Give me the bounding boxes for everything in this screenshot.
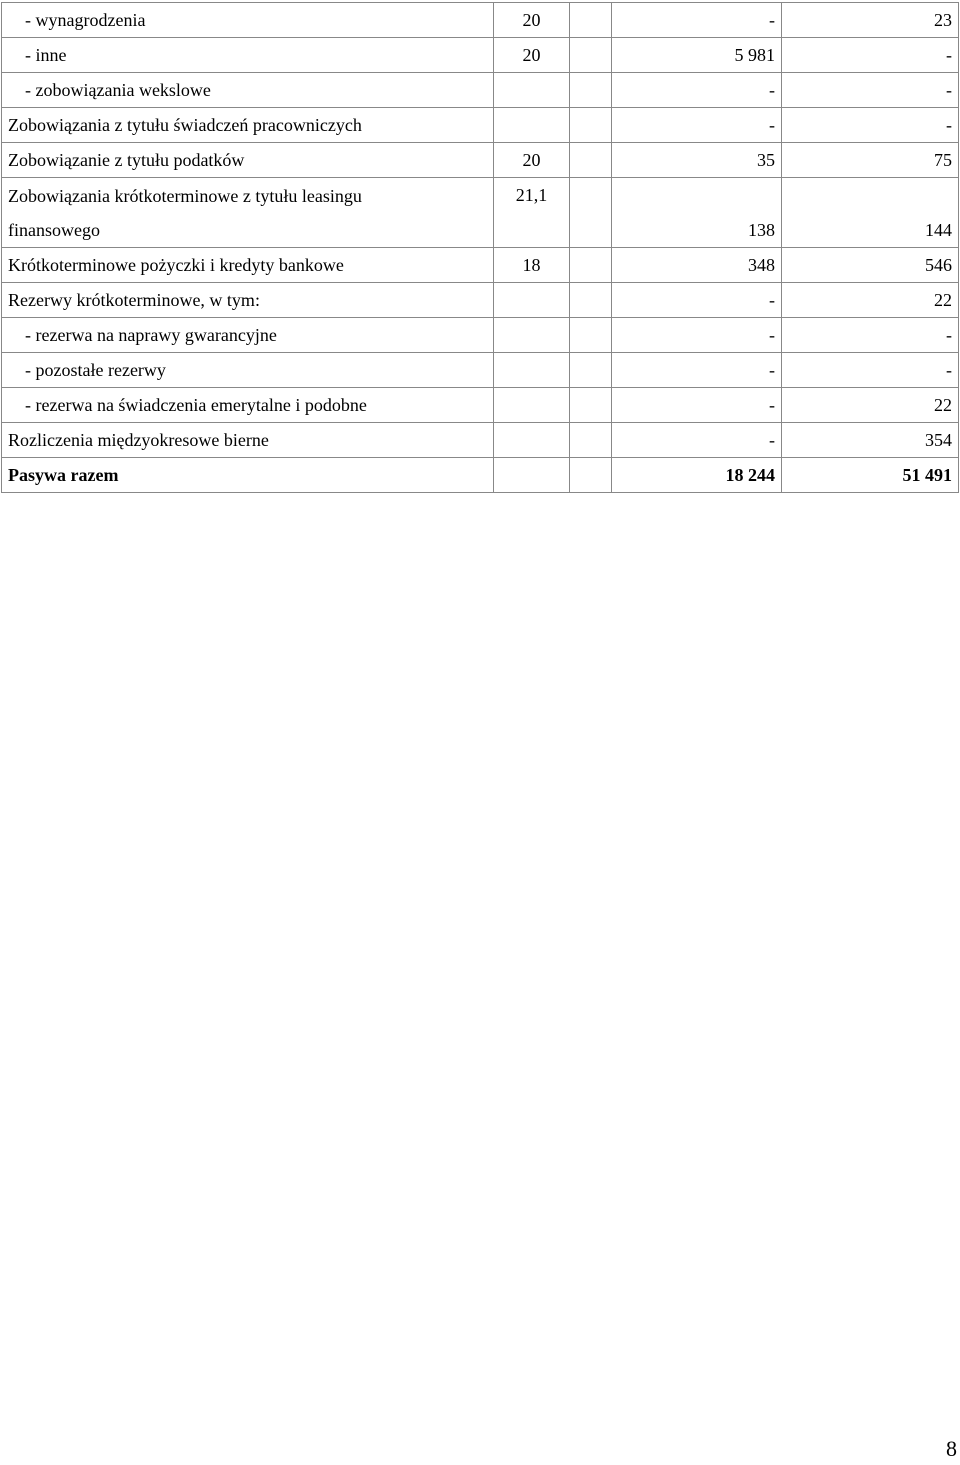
- spacer-cell: [570, 143, 612, 178]
- value-cell-1: 348: [612, 248, 782, 283]
- row-label: - rezerwa na naprawy gwarancyjne: [2, 318, 494, 353]
- spacer-cell: [570, 458, 612, 493]
- spacer-cell: [570, 108, 612, 143]
- value-cell-2: -: [782, 353, 959, 388]
- note-cell: 20: [494, 38, 570, 73]
- value-cell-1: -: [612, 353, 782, 388]
- note-cell: [494, 283, 570, 318]
- value-cell-2: -: [782, 318, 959, 353]
- table-row: [2, 178, 959, 248]
- row-label-line-2: finansowego: [8, 219, 100, 240]
- note-cell: 20: [494, 143, 570, 178]
- spacer-cell: [570, 318, 612, 353]
- value-cell-1: 138: [612, 178, 782, 248]
- row-label: Rozliczenia międzyokresowe bierne: [2, 423, 494, 458]
- value-cell-2: 23: [782, 3, 959, 38]
- value-cell-1: 35: [612, 143, 782, 178]
- table-row: [2, 283, 959, 318]
- total-row: [2, 458, 959, 493]
- value-cell-1: -: [612, 108, 782, 143]
- row-label: - pozostałe rezerwy: [2, 353, 494, 388]
- liabilities-table: [1, 2, 959, 493]
- note-cell: [494, 458, 570, 493]
- row-label: - wynagrodzenia: [2, 3, 494, 38]
- note-cell: 20: [494, 3, 570, 38]
- spacer-cell: [570, 38, 612, 73]
- table-row: [2, 3, 959, 38]
- spacer-cell: [570, 283, 612, 318]
- row-label: Krótkoterminowe pożyczki i kredyty bankowe: [2, 248, 494, 283]
- row-label: Zobowiązania z tytułu świadczeń pracowniczych: [2, 108, 494, 143]
- spacer-cell: [570, 178, 612, 248]
- value-cell-2: 144: [782, 178, 959, 248]
- spacer-cell: [570, 248, 612, 283]
- table-row: [2, 73, 959, 108]
- value-cell-1: 5 981: [612, 38, 782, 73]
- table-row: [2, 423, 959, 458]
- value-cell-1: -: [612, 283, 782, 318]
- note-cell: [494, 423, 570, 458]
- row-label: Rezerwy krótkoterminowe, w tym:: [2, 283, 494, 318]
- note-cell: [494, 318, 570, 353]
- spacer-cell: [570, 423, 612, 458]
- row-label: Pasywa razem: [2, 458, 494, 493]
- value-cell-2: -: [782, 38, 959, 73]
- row-label: - rezerwa na świadczenia emerytalne i podobne: [2, 388, 494, 423]
- row-label: - zobowiązania wekslowe: [2, 73, 494, 108]
- value-cell-2: -: [782, 73, 959, 108]
- spacer-cell: [570, 73, 612, 108]
- row-label-line-1: Zobowiązania krótkoterminowe z tytułu leasingu: [8, 185, 362, 206]
- table-row: [2, 318, 959, 353]
- value-cell-2: 75: [782, 143, 959, 178]
- note-cell: [494, 353, 570, 388]
- table-row: [2, 38, 959, 73]
- value-cell-1: -: [612, 388, 782, 423]
- note-cell: [494, 73, 570, 108]
- value-cell-2: 51 491: [782, 458, 959, 493]
- note-cell: 18: [494, 248, 570, 283]
- value-cell-1: 18 244: [612, 458, 782, 493]
- table-row: [2, 248, 959, 283]
- page-number: 8: [946, 1436, 957, 1461]
- note-cell: 21,1: [494, 178, 570, 248]
- value-cell-2: -: [782, 108, 959, 143]
- spacer-cell: [570, 3, 612, 38]
- value-cell-1: -: [612, 318, 782, 353]
- row-label: [2, 178, 494, 248]
- value-cell-2: 354: [782, 423, 959, 458]
- value-cell-2: 22: [782, 388, 959, 423]
- row-label: Zobowiązanie z tytułu podatków: [2, 143, 494, 178]
- table-row: [2, 108, 959, 143]
- value-cell-1: -: [612, 73, 782, 108]
- value-cell-2: 22: [782, 283, 959, 318]
- table-row: [2, 143, 959, 178]
- row-label: - inne: [2, 38, 494, 73]
- value-cell-2: 546: [782, 248, 959, 283]
- table-row: [2, 353, 959, 388]
- note-cell: [494, 388, 570, 423]
- table-row: [2, 388, 959, 423]
- value-cell-1: -: [612, 423, 782, 458]
- spacer-cell: [570, 353, 612, 388]
- value-cell-1: -: [612, 3, 782, 38]
- spacer-cell: [570, 388, 612, 423]
- note-cell: [494, 108, 570, 143]
